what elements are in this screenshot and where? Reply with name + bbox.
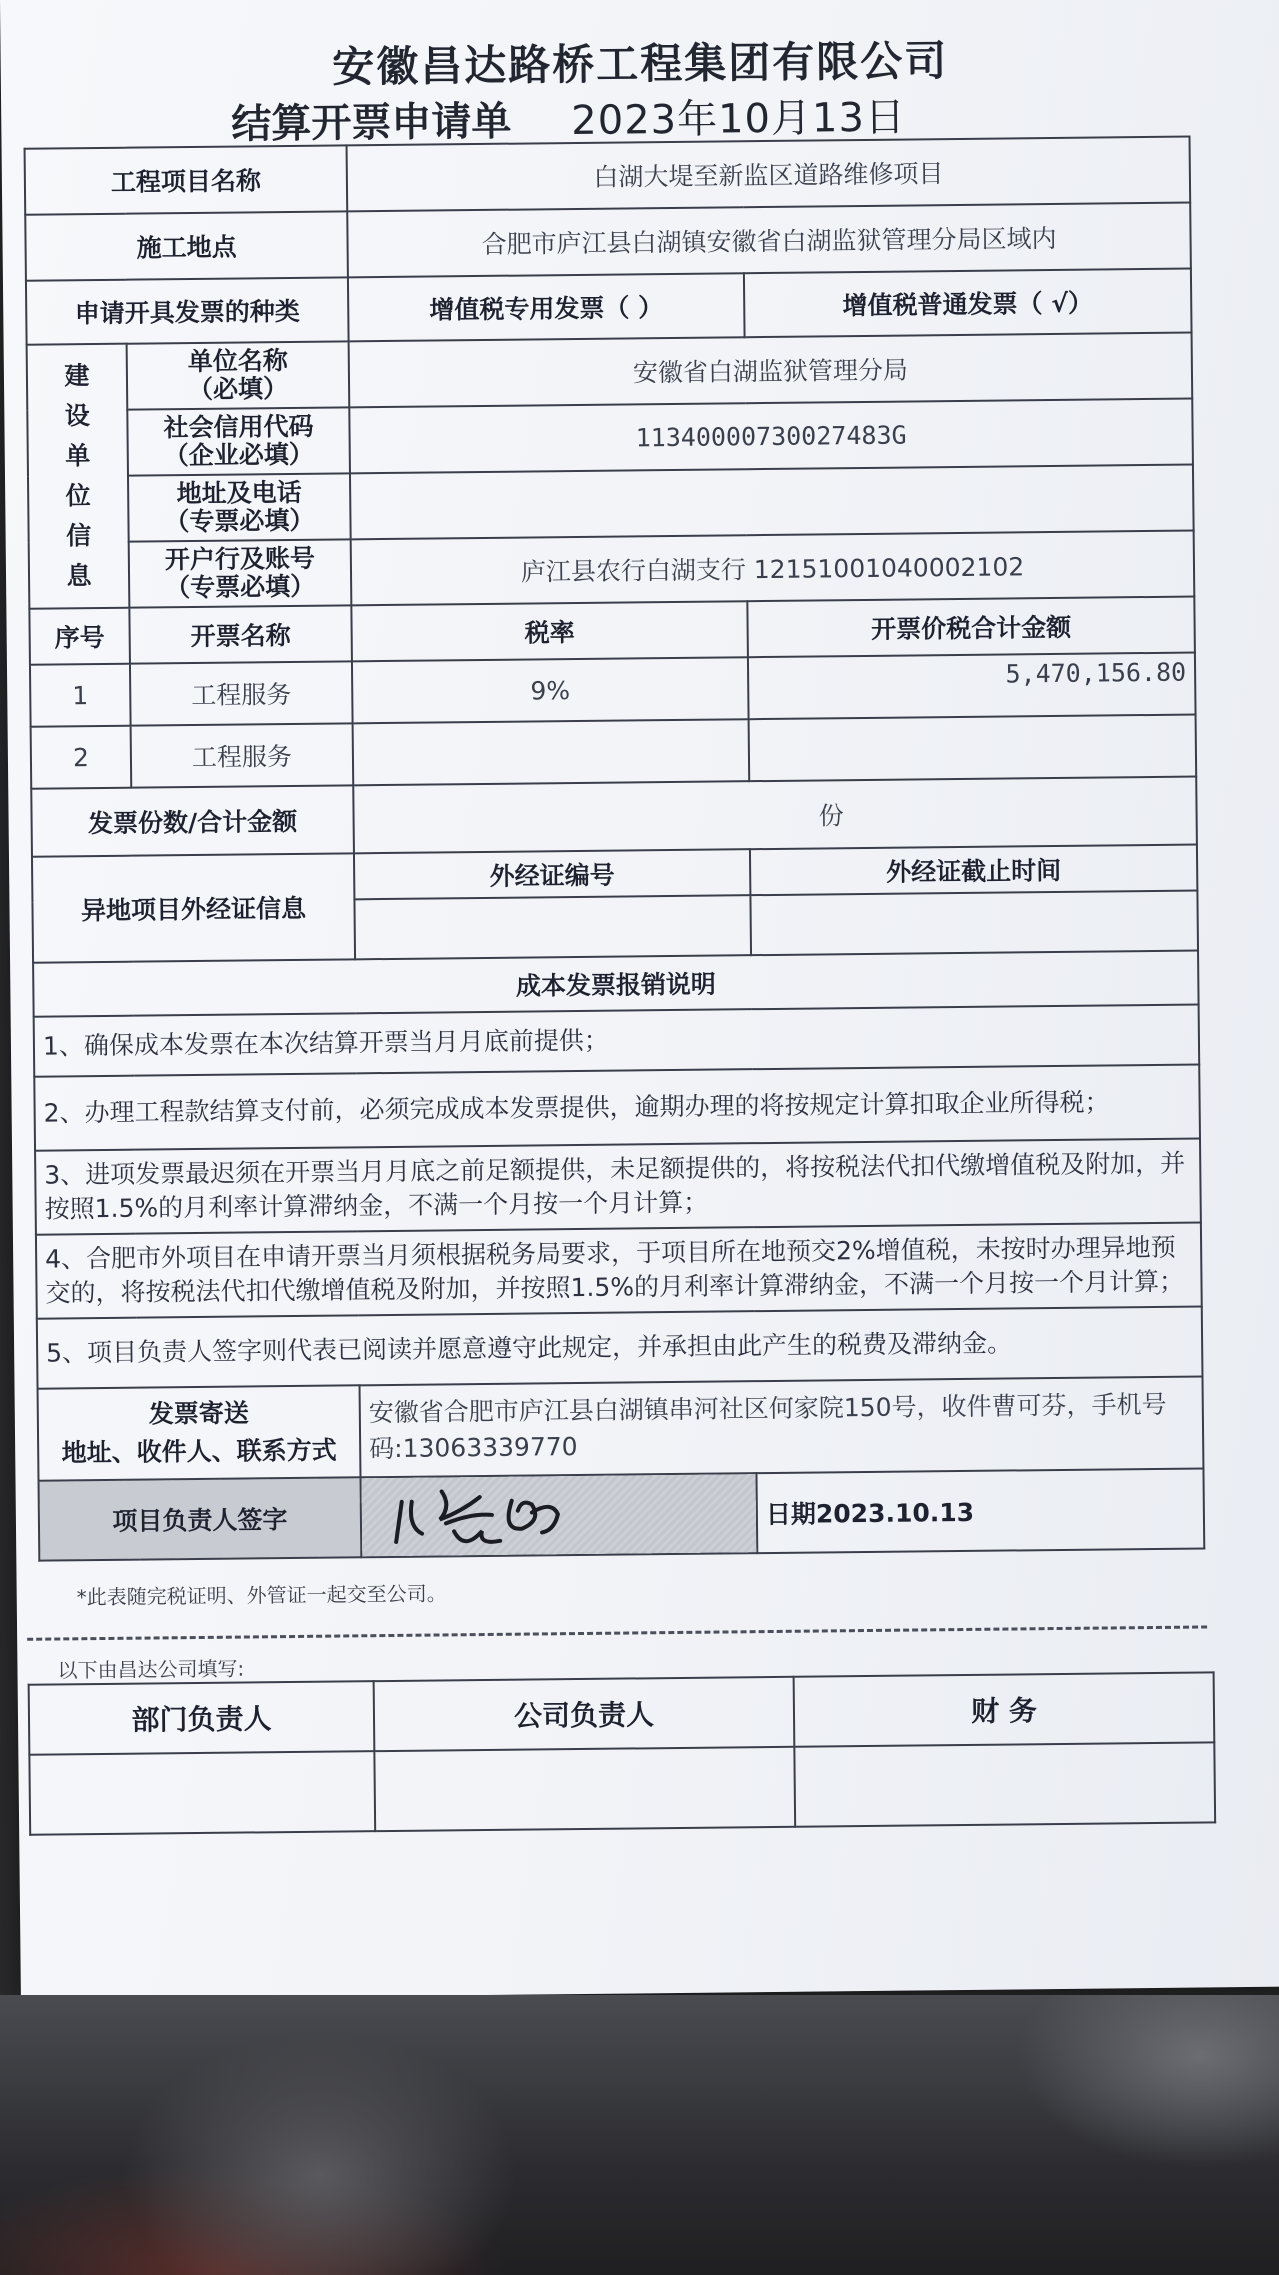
totals-label: 发票份数/合计金额 — [31, 785, 354, 856]
bank-row — [29, 531, 1195, 609]
item-amount — [749, 715, 1197, 782]
bank-label: 开户行及账号 （专票必填） — [129, 539, 352, 607]
approval-table — [28, 1671, 1217, 1835]
cert-no-label: 外经证编号 — [354, 849, 750, 899]
signature-box — [361, 1473, 758, 1557]
col-no-header: 序号 — [29, 608, 130, 665]
credit-code-row — [27, 399, 1193, 477]
bank-value: 庐江县农行白湖支行 12151001040002102 — [351, 531, 1195, 606]
note-item: 2、办理工程款结算支付前，必须完成成本发票提供，逾期办理的将按规定计算扣取企业所得税； — [34, 1065, 1200, 1151]
totals-unit: 份 — [353, 777, 1197, 854]
note-row — [36, 1222, 1202, 1318]
credit-code-value: 11340000730027483G — [349, 399, 1193, 474]
background-surface — [0, 1995, 1279, 2275]
totals-row — [31, 777, 1197, 857]
finance-sign — [794, 1742, 1215, 1826]
cert-deadline-label: 外经证截止时间 — [750, 845, 1197, 896]
invoice-type-label: 申请开具发票的种类 — [26, 277, 349, 344]
site-value: 合肥市庐江县白湖镇安徽省白湖监狱管理分局区域内 — [347, 203, 1191, 278]
footnote: *此表随完税证明、外管证一起交至公司。 — [76, 1581, 447, 1610]
note-row — [35, 1138, 1201, 1234]
company-head-sign — [374, 1747, 795, 1831]
address-label: 地址及电话 （专票必填） — [128, 473, 351, 541]
unit-name-row — [27, 333, 1193, 411]
dept-head-label: 部门负责人 — [29, 1681, 375, 1755]
item-rate — [353, 719, 750, 785]
col-name-header: 开票名称 — [129, 605, 352, 663]
cert-deadline-value — [750, 891, 1198, 956]
signature-date: 日期2023.10.13 — [756, 1468, 1204, 1553]
note-row — [34, 1065, 1200, 1151]
item-no: 1 — [30, 664, 131, 727]
form-name: 结算开票申请单 — [231, 98, 512, 148]
notes-title: 成本发票报销说明 — [33, 951, 1199, 1017]
col-amount-header: 开票价税合计金额 — [747, 597, 1195, 658]
outside-label: 异地项目外经证信息 — [32, 853, 355, 962]
mailing-value: 安徽省合肥市庐江县白湖镇串河社区何家院150号，收件曹可芬，手机号码:13063339770 — [360, 1376, 1204, 1477]
item-no: 2 — [31, 726, 132, 789]
company-title: 安徽昌达路桥工程集团有限公司 — [331, 36, 949, 92]
finance-label: 财 务 — [794, 1672, 1215, 1746]
normal-invoice-option: 增值税普通发票（ √） — [744, 269, 1192, 338]
signature-label: 项目负责人签字 — [39, 1477, 362, 1560]
note-item: 5、项目负责人签字则代表已阅读并愿意遵守此规定，并承担由此产生的税费及滞纳金。 — [37, 1306, 1203, 1388]
form-date: 2023年10月13日 — [571, 94, 907, 145]
builder-group-label: 建设单位信息 — [27, 344, 130, 609]
note-item: 1、确保成本发票在本次结算开票当月月底前提供； — [34, 1005, 1200, 1077]
note-item: 4、合肥市外项目在申请开票当月须根据税务局要求，于项目所在地预交2%增值税，未按时办理异地预交的，将按税法代扣代缴增值税及附加，并按照1.5%的月利率计算滞纳金，不满一个月按一个月计算； — [36, 1222, 1202, 1318]
company-head-label: 公司负责人 — [374, 1677, 795, 1751]
approval-sign-row — [29, 1742, 1215, 1834]
unit-name-label: 单位名称 （必填） — [127, 341, 350, 409]
item-amount: 5,470,156.80 — [748, 653, 1196, 720]
credit-code-label: 社会信用代码 （企业必填） — [127, 407, 350, 475]
item-rate: 9% — [352, 657, 749, 723]
application-form-table — [24, 136, 1206, 1562]
project-name-value: 白湖大堤至新监区道路维修项目 — [347, 137, 1191, 212]
project-name-label: 工程项目名称 — [25, 145, 348, 214]
dept-head-sign — [29, 1751, 375, 1835]
site-row — [25, 203, 1191, 281]
site-label: 施工地点 — [25, 211, 348, 280]
handwritten-signature-icon — [381, 1473, 622, 1552]
company-section-label: 以下由昌达公司填写: — [57, 1656, 245, 1683]
item-name: 工程服务 — [130, 661, 353, 725]
address-value — [350, 465, 1194, 540]
project-name-row — [25, 137, 1191, 215]
note-row — [37, 1306, 1203, 1388]
invoice-type-row — [26, 269, 1192, 345]
address-row — [28, 465, 1194, 543]
approval-header-row — [29, 1672, 1215, 1754]
note-item: 3、进项发票最迟须在开票当月月底之前足额提供，未足额提供的，将按税法代扣代缴增值税及附加，并按照1.5%的月利率计算滞纳金，不满一个月按一个月计算； — [35, 1138, 1201, 1234]
cut-line — [27, 1625, 1207, 1640]
col-rate-header: 税率 — [351, 601, 748, 661]
item-name: 工程服务 — [131, 723, 354, 787]
special-invoice-option: 增值税专用发票（ ） — [348, 273, 745, 341]
mailing-label: 发票寄送 地址、收件人、联系方式 — [38, 1385, 361, 1480]
cert-no-value — [354, 895, 751, 959]
signature-row — [39, 1468, 1205, 1560]
mailing-row — [38, 1376, 1204, 1480]
unit-name-value: 安徽省白湖监狱管理分局 — [349, 333, 1193, 408]
